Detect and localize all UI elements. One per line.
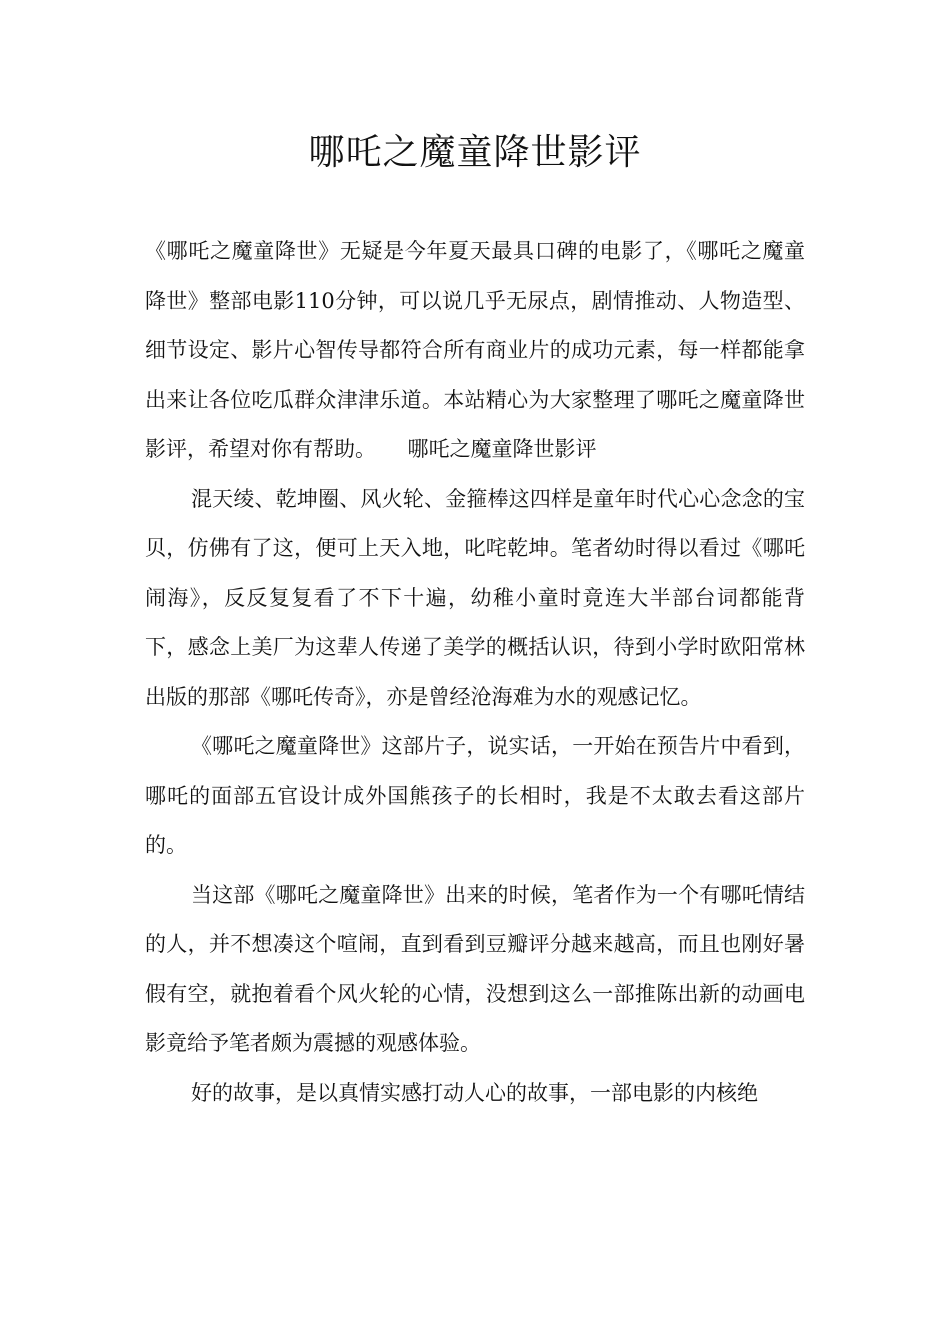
document-title: 哪吒之魔童降世影评 [308, 132, 642, 173]
paragraph-childhood: 混天绫、乾坤圈、风火轮、金箍棒这四样是童年时代心心念念的宝贝，仿佛有了这，便可上天入地，叱咤乾坤。笔者幼时得以看过《哪吒闹海》，反反复复看了不下十遍，幼稚小童时竟连大半部台词都能背下，感念上美厂为这辈人传递了美学的概括认识，待到小学时欧阳常林出版的那部《哪吒传奇》，亦是曾经沧海难为水的观感记忆。 [145, 486, 805, 709]
document-body [145, 227, 805, 1118]
paragraph-first-impression: 《哪吒之魔童降世》这部片子，说实话，一开始在预告片中看到，哪吒的面部五官设计成外国熊孩子的长相时，我是不太敢去看这部片的。 [145, 734, 805, 857]
paragraph-good-story: 好的故事，是以真情实感打动人心的故事，一部电影的内核绝 [191, 1080, 758, 1105]
paragraph-intro: 《哪吒之魔童降世》无疑是今年夏天最具口碑的电影了，《哪吒之魔童降世》整部电影110分钟，可以说几乎无尿点，剧情推动、人物造型、细节设定、影片心智传导都符合所有商业片的成功元素，每一样都能拿出来让各位吃瓜群众津津乐道。本站精心为大家整理了哪吒之魔童降世影评，希望对你有帮助。 哪吒之魔童降世影评 [145, 239, 805, 461]
paragraph-viewing: 当这部《哪吒之魔童降世》出来的时候，笔者作为一个有哪吒情结的人，并不想凑这个喧闹，直到看到豆瓣评分越来越高，而且也刚好暑假有空，就抱着看个风火轮的心情，没想到这么一部推陈出新的动画电影竟给予笔者颇为震撼的观感体验。 [145, 882, 805, 1055]
